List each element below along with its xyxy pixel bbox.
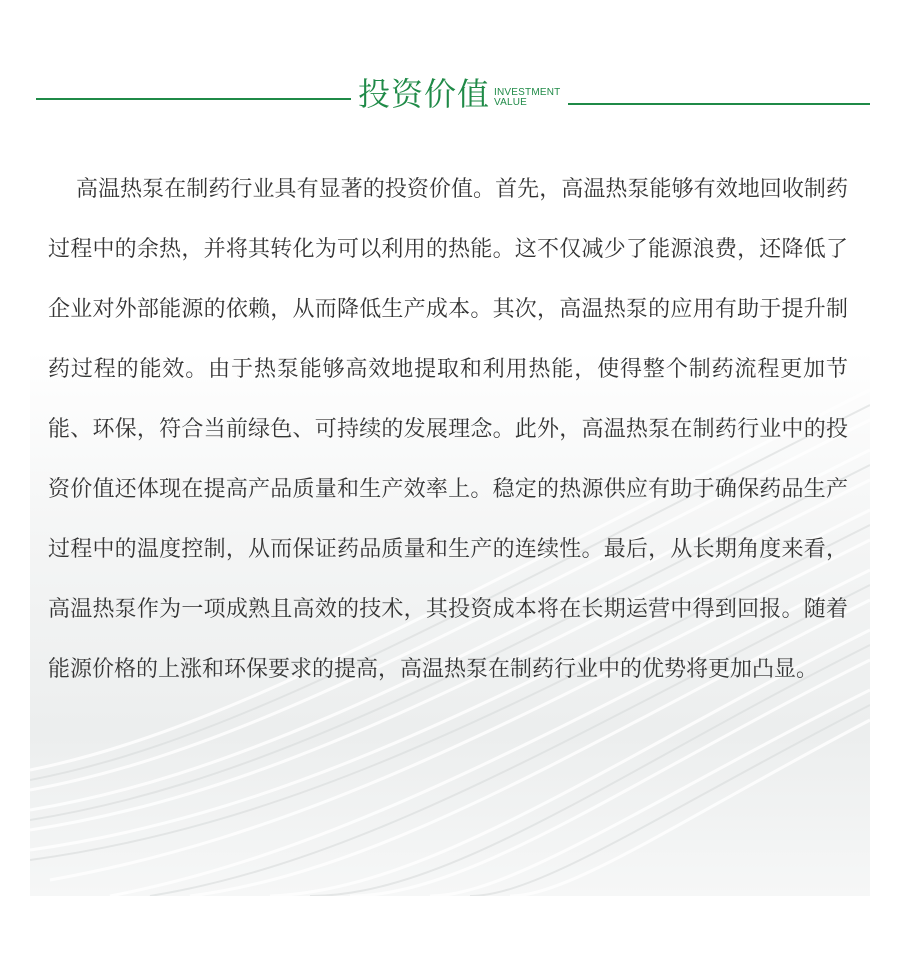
section-subtitle-en xyxy=(494,88,560,108)
section-header xyxy=(0,0,900,140)
section-title: 投资价值 xyxy=(358,75,491,113)
header-rule-left xyxy=(36,98,351,100)
article-paragraph: 高温热泵在制药行业具有显著的投资价值。首先，高温热泵能够有效地回收制药过程中的余热，并将其转化为可以利用的热能。这不仅减少了能源浪费，还降低了企业对外部能源的依赖，从而降低生产成本。其次，高温热泵的应用有助于提升制药过程的能效。由于热泵能够高效地提取和利用热能，使得整个制药流程更加节能、环保，符合当前绿色、可持续的发展理念。此外，高温热泵在制药行业中的投资价值还体现在提高产品质量和生产效率上。稳定的热源供应有助于确保药品生产过程中的温度控制，从而保证药品质量和生产的连续性。最后，从长期角度来看，高温热泵作为一项成熟且高效的技术，其投资成本将在长期运营中得到回报。随着能源价格的上涨和环保要求的提高，高温热泵在制药行业中的优势将更加凸显。 xyxy=(48,177,848,682)
wave-line xyxy=(510,720,870,896)
subtitle-line-2: VALUE xyxy=(494,97,528,108)
header-rule-right xyxy=(568,103,870,105)
subtitle-line-1: INVESTMENT xyxy=(494,87,561,98)
